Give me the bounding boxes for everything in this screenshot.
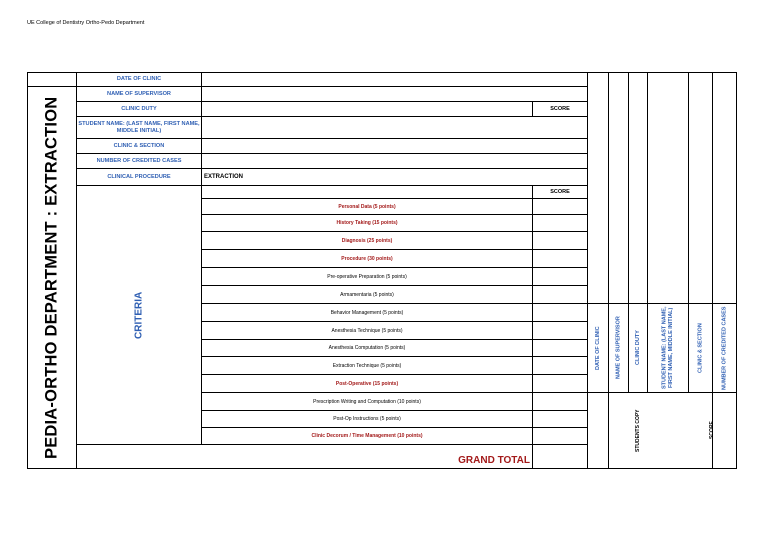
label-clinic-duty: CLINIC DUTY <box>121 105 157 112</box>
students-copy-label: STUDENTS COPY <box>635 409 641 452</box>
criterion-anesthesia-technique: Anesthesia Technique (5 points) <box>331 327 403 334</box>
stub-student-name: STUDENT NAME: (LAST NAME, FIRST NAME, MIDDLE INITIAL) <box>661 306 674 390</box>
criterion-behavior-management: Behavior Management (5 points) <box>330 309 404 316</box>
label-date-of-clinic: DATE OF CLINIC <box>116 76 162 83</box>
criterion-clinic-decorum: Clinic Decorum / Time Management (10 points) <box>311 433 423 439</box>
stub-name-of-supervisor: NAME OF SUPERVISOR <box>615 316 622 380</box>
criterion-procedure: Procedure (30 points) <box>341 255 393 262</box>
score-label-top: SCORE <box>550 106 570 112</box>
stub-date-of-clinic: DATE OF CLINIC <box>594 326 601 370</box>
document-header: UE College of Dentistry Ortho-Pedo Department <box>27 20 145 26</box>
score-label-criteria: SCORE <box>550 189 570 195</box>
criterion-prescription-writing: Prescription Writing and Computation (10 points) <box>313 398 421 405</box>
label-clinic-section: CLINIC & SECTION <box>113 142 165 149</box>
stub-score-label: SCORE <box>709 421 715 440</box>
clinical-procedure-value: EXTRACTION <box>204 174 243 180</box>
criteria-label: CRITERIA <box>133 291 145 339</box>
label-name-of-supervisor: NAME OF SUPERVISOR <box>107 90 171 97</box>
criterion-post-operative: Post-Operative (15 points) <box>335 380 399 387</box>
criterion-history-taking: History Taking (15 points) <box>336 220 398 226</box>
stub-clinic-duty: CLINIC DUTY <box>634 330 641 366</box>
stub-clinic-section: CLINIC & SECTION <box>697 323 704 373</box>
criterion-personal-data: Personal Data (5 points) <box>338 203 396 210</box>
stub-credited-cases: NUMBER OF CREDITED CASES <box>721 306 728 390</box>
label-student-name: STUDENT NAME: (LAST NAME, FIRST NAME, MIDDLE INITIAL) <box>78 121 200 134</box>
criterion-armamentaria: Armamentaria (5 points) <box>340 291 394 298</box>
criterion-preoperative: Pre-operative Preparation (5 points) <box>327 273 407 280</box>
criterion-postop-instructions: Post-Op Instructions (5 points) <box>333 416 401 422</box>
side-title: PEDIA-ORTHO DEPARTMENT : EXTRACTION <box>42 96 61 459</box>
criterion-diagnosis: Diagnosis (25 points) <box>341 237 393 244</box>
label-clinical-procedure: CLINICAL PROCEDURE <box>107 173 171 180</box>
criterion-anesthesia-computation: Anesthesia Computation (5 points) <box>328 345 406 351</box>
label-credited-cases: NUMBER OF CREDITED CASES <box>96 157 182 164</box>
criterion-extraction-technique: Extraction Technique (5 points) <box>332 362 402 369</box>
grand-total-label: GRAND TOTAL <box>458 455 530 466</box>
